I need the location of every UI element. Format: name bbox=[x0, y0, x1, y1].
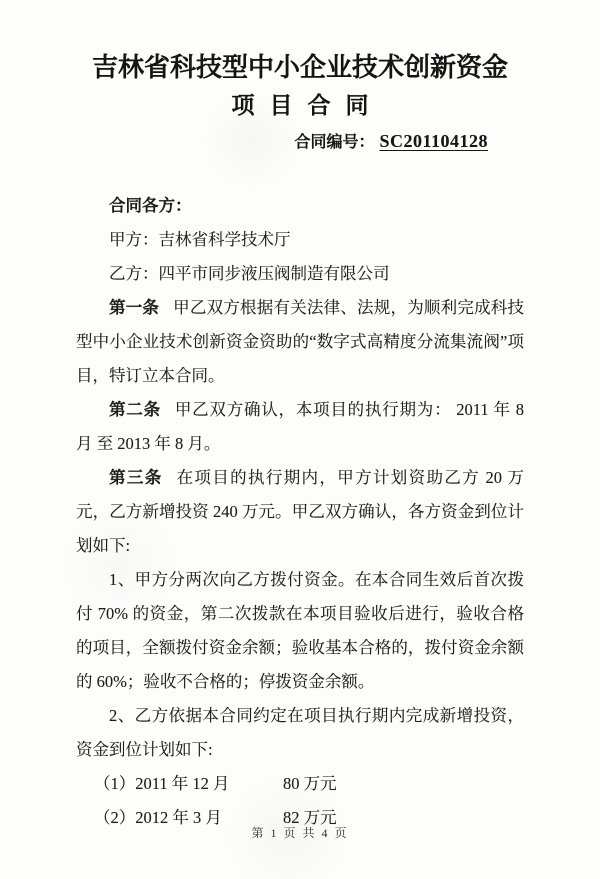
party-a-line: 甲方：吉林省科学技术厅 bbox=[109, 230, 291, 249]
clause-2 bbox=[76, 393, 524, 461]
clause-2-label: 第二条 bbox=[109, 400, 161, 419]
clause-2-text: 甲乙双方确认，本项目的执行期为： 2011 年 8 月 至 2013 年 8 月。 bbox=[76, 400, 524, 453]
clause-3-label: 第三条 bbox=[109, 468, 163, 487]
contract-body bbox=[0, 189, 600, 835]
contract-number-label: 合同编号： bbox=[294, 134, 375, 151]
document-subtitle: 项目合同 bbox=[231, 92, 384, 118]
contract-number-value: SC201104128 bbox=[379, 131, 488, 151]
party-b-line: 乙方：四平市同步液压阀制造有限公司 bbox=[109, 264, 390, 283]
document-header bbox=[0, 0, 600, 155]
schedule-2-date: （2）2012 年 3 月 bbox=[94, 808, 222, 827]
schedule-1-amount: 80 万元 bbox=[283, 774, 337, 793]
clause-3 bbox=[76, 461, 524, 563]
schedule-row bbox=[76, 767, 524, 801]
clause-1-label: 第一条 bbox=[109, 298, 160, 317]
page-indicator: 第 1 页 共 4 页 bbox=[251, 826, 349, 840]
document-title: 吉林省科技型中小企业技术创新资金 bbox=[91, 52, 508, 82]
schedule-2-amount: 82 万元 bbox=[283, 808, 337, 827]
page-footer bbox=[0, 824, 600, 842]
clause-3-text: 在项目的执行期内，甲方计划资助乙方 20 万元，乙方新增投资 240 万元。甲乙双方确认，各方资金到位计划如下: bbox=[76, 468, 525, 555]
clause-1 bbox=[76, 291, 524, 393]
payment-item-1: 1、甲方分两次向乙方拨付资金。在本合同生效后首次拨付 70% 的资金，第二次拨款在本项目验收后进行，验收合格的项目，全额拨付资金余额；验收基本合格的，拨付资金余额的 60%；验收不合格的；停拨资金余额。 bbox=[76, 570, 524, 691]
schedule-1-date: （1）2011 年 12 月 bbox=[94, 774, 230, 793]
payment-item-2: 2、乙方依据本合同约定在项目执行期内完成新增投资，资金到位计划如下: bbox=[76, 706, 524, 759]
contract-number-line bbox=[0, 129, 600, 155]
parties-heading: 合同各方： bbox=[109, 196, 192, 215]
clause-1-text: 甲乙双方根据有关法律、法规，为顺利完成科技型中小企业技术创新资金资助的“数字式高精度分流集流阀”项目，特订立本合同。 bbox=[76, 298, 525, 385]
